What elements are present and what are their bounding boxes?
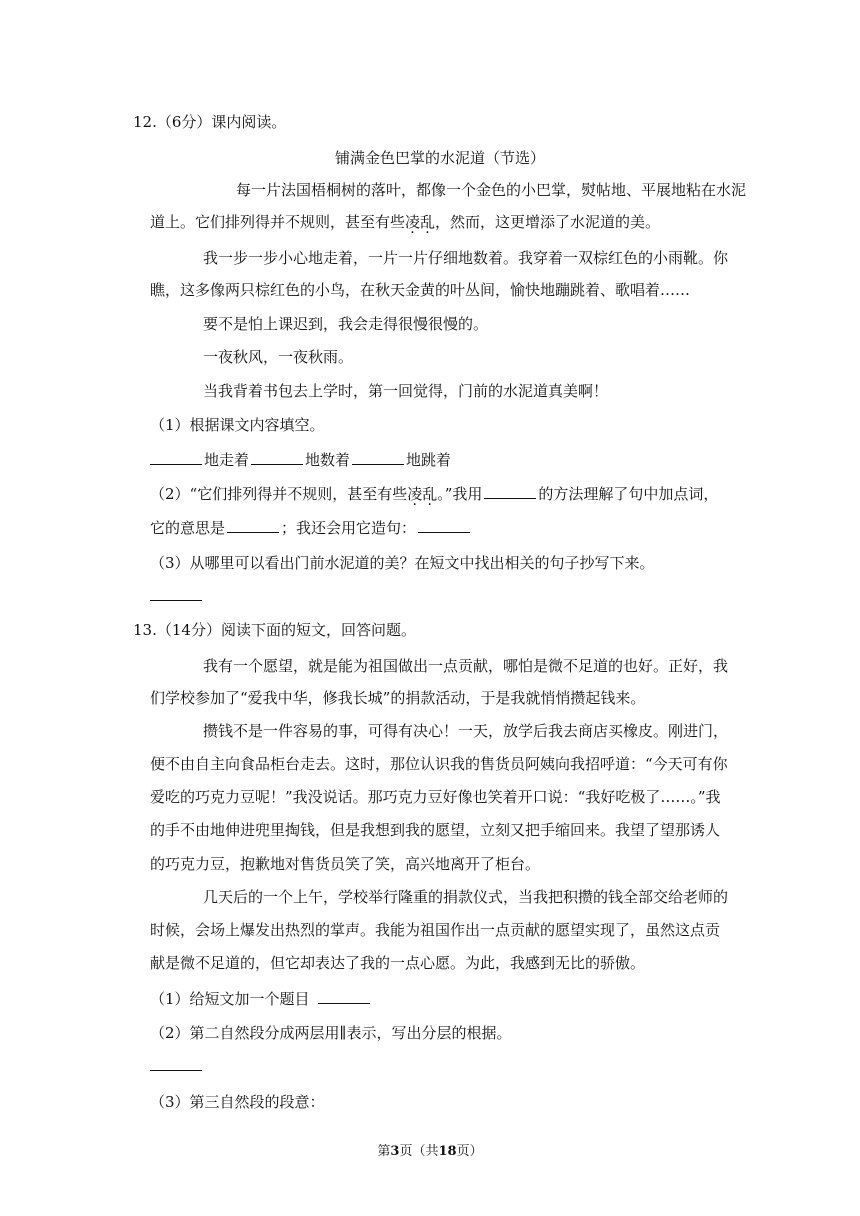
answer-blank[interactable] [150,450,202,465]
dotted-char: 凌 [407,485,423,503]
q13-p3-line1: 几天后的一个上午，学校举行隆重的捐款仪式，当我把积攒的钱全部交给老师的 [203,888,729,906]
q12-sub1-fill: 地走着 地数着 地跳着 [150,450,451,470]
q13-sub2: （2）第二自然段分成两层用∥表示，写出分层的根据。 [150,1024,512,1042]
answer-blank[interactable] [251,450,303,465]
q13-p2-line4: 的手不由地伸进兜里掏钱，但是我想到我的愿望，立刻又把手缩回来。我望了望那诱人 [150,821,721,839]
answer-blank[interactable] [150,586,202,601]
answer-blank[interactable] [418,518,470,533]
q12-p5: 当我背着书包去上学时，第一回觉得，门前的水泥道真美啊！ [203,382,609,400]
q12-passage-title: 铺满金色巴掌的水泥道（节选） [335,149,546,167]
q13-p3-line3: 献是微不足道的，但它却表达了我的一点心愿。为此，我感到无比的骄傲。 [150,954,646,972]
answer-blank[interactable] [352,450,404,465]
q13-header: 13.（14分）阅读下面的短文，回答问题。 [133,621,416,639]
q12-p4: 一夜秋风，一夜秋雨。 [203,348,354,366]
page-footer: 第3页（共18页） [377,1144,483,1159]
q13-sub3: （3）第三自然段的段意： [150,1093,325,1111]
q12-p2-line1: 我一步一步小心地走着，一片一片仔细地数着。我穿着一双棕红色的小雨靴。你 [203,249,729,267]
q12-sub3-answer [150,586,204,606]
q13-p3-line2: 时候，会场上爆发出热烈的掌声。我能为祖国作出一点贡献的愿望实现了，虽然这点贡 [150,921,721,939]
q12-p2-line2: 瞧，这多像两只棕红色的小鸟，在秋天金黄的叶丛间，愉快地蹦跳着、歌唱着…… [150,281,691,299]
q13-sub2-answer [150,1056,204,1076]
q12-p3: 要不是怕上课迟到，我会走得很慢很慢的。 [203,315,489,333]
q13-p1-line1: 我有一个愿望，就是能为祖国做出一点贡献，哪怕是微不足道的也好。正好，我 [203,657,729,675]
answer-blank[interactable] [150,1056,202,1071]
q12-sub2-line1: （2）“它们排列得并不规则，甚至有些凌乱。”我用 的方法理解了句中加点词， [150,485,719,503]
q13-p2-line1: 攒钱不是一件容易的事，可得有决心！一天，放学后我去商店买橡皮。刚进门， [203,722,729,740]
dotted-char: 凌 [405,213,421,231]
dotted-char: 乱 [422,485,438,503]
answer-blank[interactable] [227,518,279,533]
page-number: 3 [390,1144,400,1159]
q12-sub3: （3）从哪里可以看出门前水泥道的美？在短文中找出相关的句子抄写下来。 [150,554,655,572]
dotted-char: 乱 [420,213,436,231]
q12-header: 12.（6分）课内阅读。 [133,113,287,131]
q12-p1-line2: 道上。它们排列得并不规则，甚至有些凌乱，然而，这更增添了水泥道的美。 [150,213,661,231]
q13-p2-line5: 的巧克力豆，抱歉地对售货员笑了笑，高兴地离开了柜台。 [150,855,541,873]
q12-p1-line1: 每一片法国梧桐树的落叶，都像一个金色的小巴掌，熨帖地、平展地粘在水泥 [236,181,747,199]
q13-p1-line2: 们学校参加了“爱我中华，修我长城”的捐款活动，于是我就悄悄攒起钱来。 [150,689,646,707]
q12-sub1: （1）根据课文内容填空。 [150,416,325,434]
answer-blank[interactable] [318,989,370,1004]
page-total: 18 [438,1144,457,1159]
q13-p2-line2: 便不由自主向食品柜台走去。这时，那位认识我的售货员阿姨向我招呼道：“今天可有你 [150,755,728,773]
q13-sub1: （1）给短文加一个题目 [150,989,372,1009]
q12-sub2-line2: 它的意思是 ；我还会用它造句： [150,518,472,538]
q13-p2-line3: 爱吃的巧克力豆呢！”我没说话。那巧克力豆好像也笑着开口说：“我好吃极了……。”我 [150,788,721,806]
answer-blank[interactable] [484,484,536,499]
